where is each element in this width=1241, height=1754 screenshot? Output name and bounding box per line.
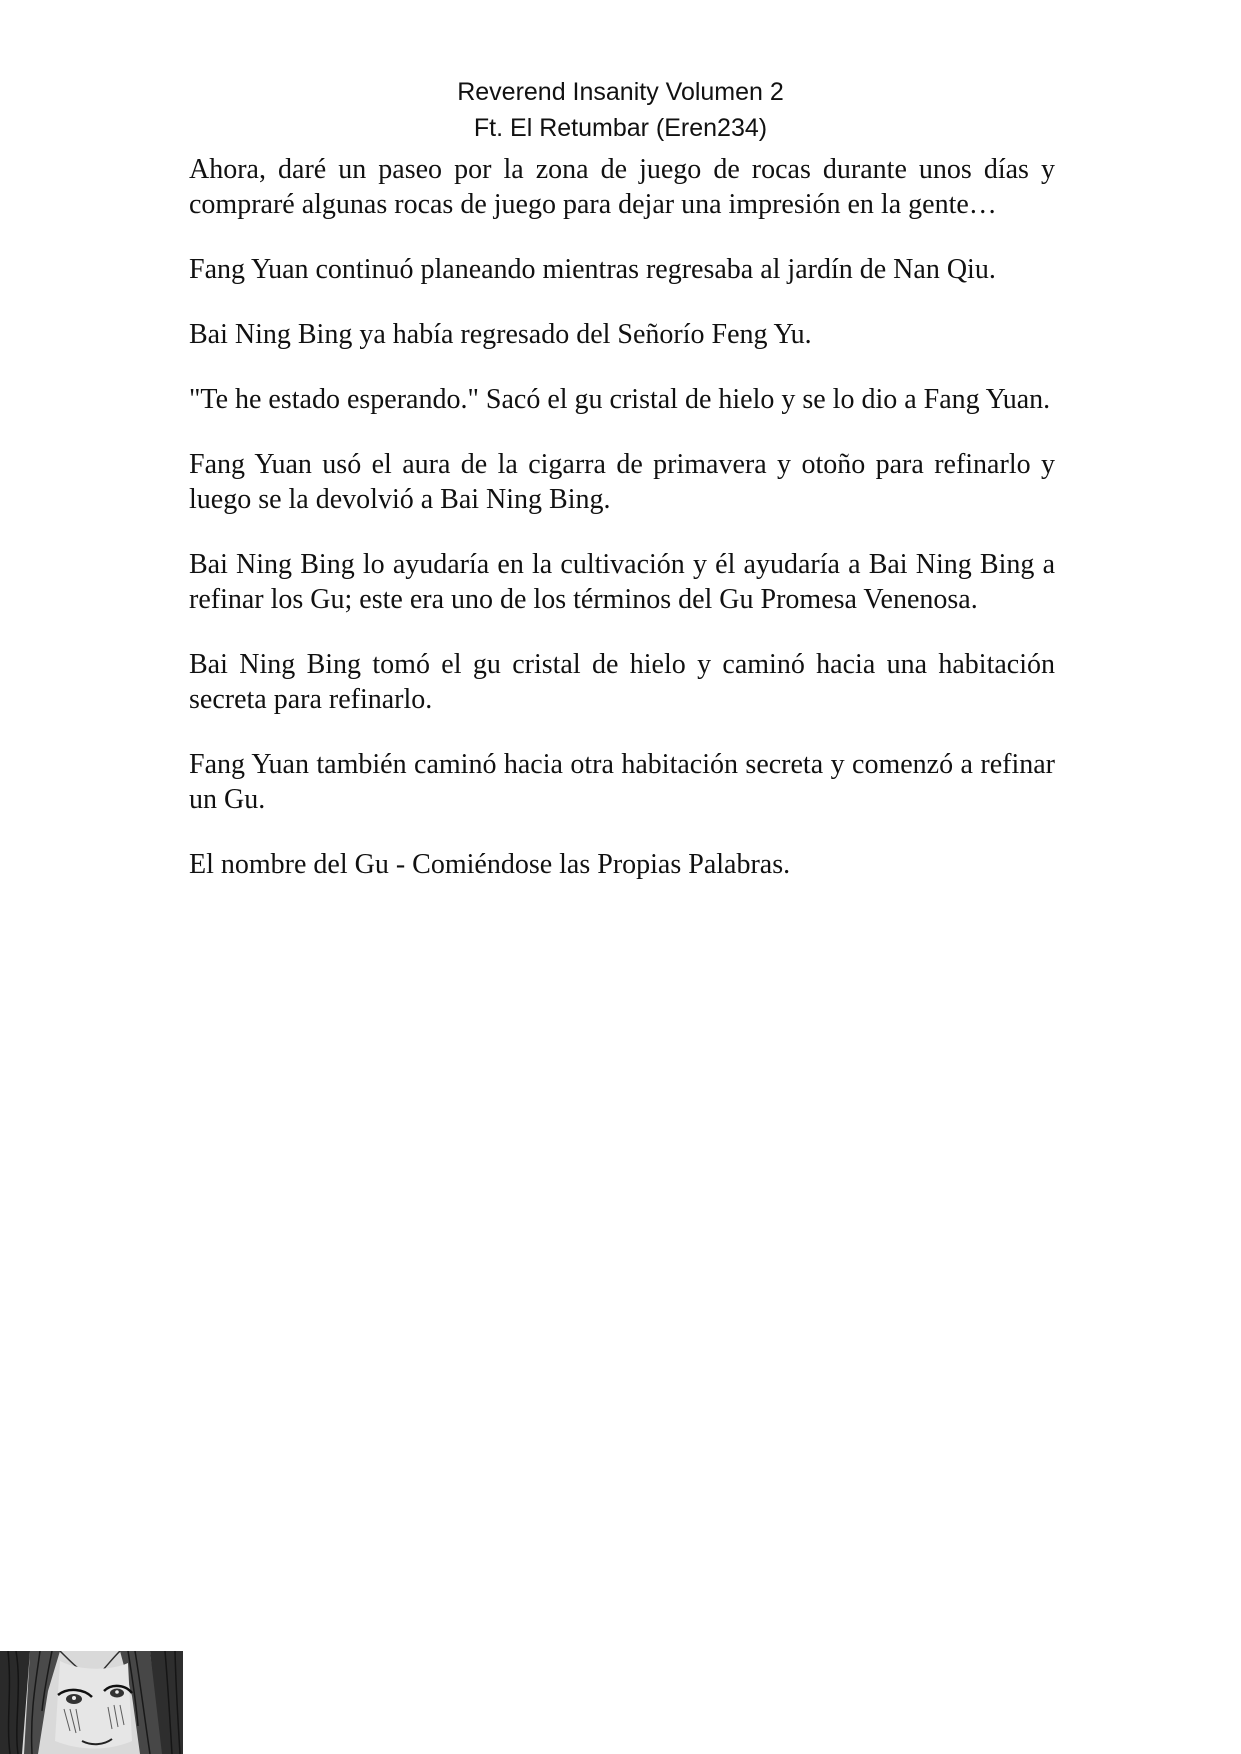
paragraph: Fang Yuan usó el aura de la cigarra de primavera y otoño para refinarlo y luego se la devolvió a Bai Ning Bing.: [189, 449, 1055, 515]
header-title: Reverend Insanity Volumen 2: [457, 78, 784, 106]
header-credit: Ft. El Retumbar (Eren234): [473, 114, 768, 142]
manga-face-illustration-icon: [0, 1651, 183, 1754]
paragraph: Bai Ning Bing lo ayudaría en la cultivación y él ayudaría a Bai Ning Bing a refinar los Gu; este era uno de los términos del Gu Promesa Venenosa.: [189, 549, 1055, 615]
chapter-body: [189, 152, 1055, 912]
paragraph: El nombre del Gu - Comiéndose las Propias Palabras.: [189, 849, 791, 880]
paragraph: Fang Yuan continuó planeando mientras regresaba al jardín de Nan Qiu.: [189, 254, 996, 285]
paragraph: "Te he estado esperando." Sacó el gu cristal de hielo y se lo dio a Fang Yuan.: [189, 384, 1051, 415]
paragraph: Bai Ning Bing ya había regresado del Señorío Feng Yu.: [189, 319, 812, 350]
page-header: [0, 74, 1241, 146]
paragraph: Fang Yuan también caminó hacia otra habitación secreta y comenzó a refinar un Gu.: [189, 749, 1055, 815]
paragraph: Ahora, daré un paseo por la zona de juego de rocas durante unos días y compraré algunas rocas de juego para dejar una impresión en la gente…: [189, 154, 1055, 220]
paragraph: Bai Ning Bing tomó el gu cristal de hielo y caminó hacia una habitación secreta para refinarlo.: [189, 649, 1055, 715]
